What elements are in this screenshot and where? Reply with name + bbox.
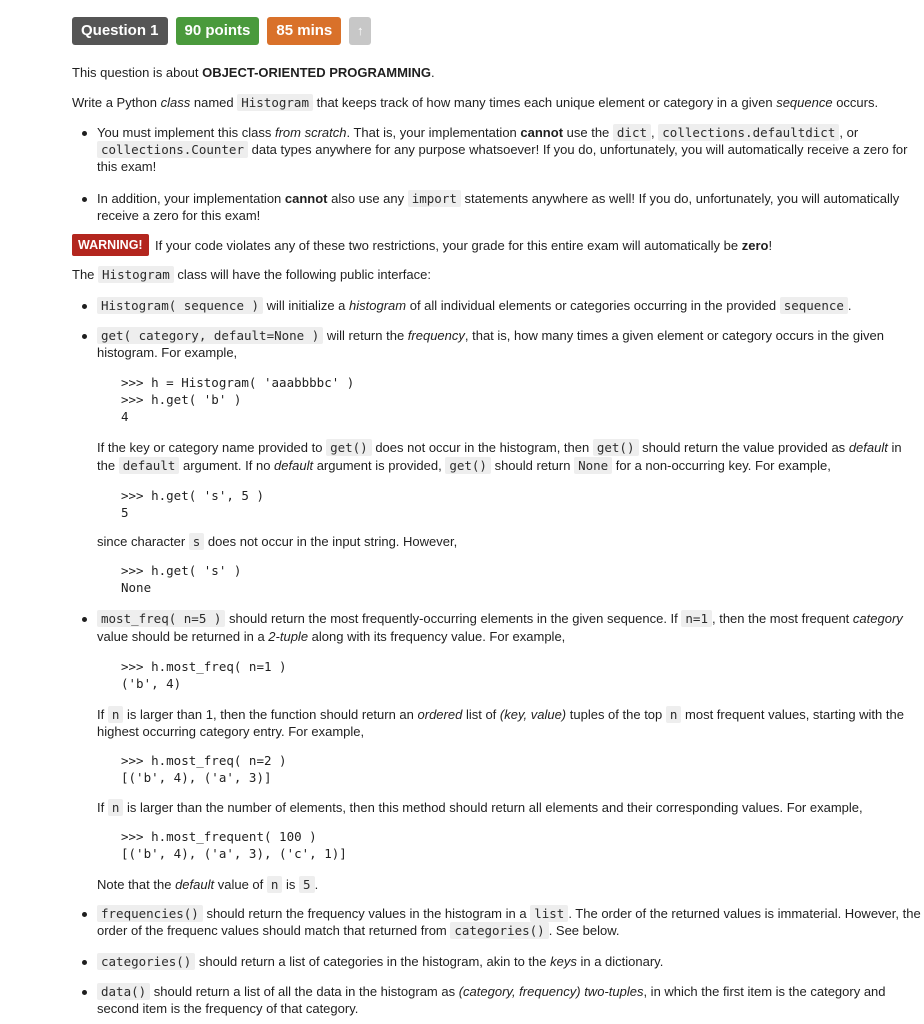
text: this exam! — [97, 159, 157, 174]
code: Histogram — [98, 266, 174, 283]
time-badge: 85 mins — [267, 17, 341, 45]
bullet — [82, 197, 87, 202]
code-example-5: >>> h.most_freq( n=2 ) [('b', 4), ('a', 3)] — [121, 753, 287, 785]
text: keys — [550, 954, 577, 969]
most-freq-line-2 — [97, 628, 565, 645]
text: should return a list of categories in the histogram, akin to the — [195, 954, 551, 969]
bullet — [82, 617, 87, 622]
text: list of — [462, 707, 500, 722]
text: . The order of the returned values is immaterial. However, the — [568, 906, 921, 921]
bullet — [82, 960, 87, 965]
text: zero — [741, 238, 769, 253]
topic-name: OBJECT-ORIENTED PROGRAMMING — [202, 65, 432, 80]
rule-1-line-3 — [97, 158, 156, 175]
code: None — [574, 457, 612, 474]
text: histogram — [349, 298, 407, 313]
code: default — [119, 457, 180, 474]
code: collections.defaultdict — [658, 124, 839, 141]
text: is larger than 1, then the function should return an — [123, 707, 418, 722]
text: argument. If no — [179, 458, 275, 473]
warning-text — [155, 237, 772, 254]
text: receive a zero for this exam! — [97, 208, 261, 223]
text: should return the value provided as — [638, 440, 849, 455]
code: 5 — [299, 876, 315, 893]
text: highest occurring category entry. For example, — [97, 724, 365, 739]
text: along with its frequency value. For example, — [308, 629, 566, 644]
text: in a dictionary. — [576, 954, 664, 969]
bullet — [82, 334, 87, 339]
text: class — [160, 95, 191, 110]
text: You must implement this class — [97, 125, 275, 140]
text: is larger than the number of elements, then this method should return all elements and their corresponding values. For example, — [123, 800, 863, 815]
code: n — [108, 799, 124, 816]
text: histogram. For example, — [97, 345, 238, 360]
text: of all individual elements or categories occurring in the provided — [406, 298, 780, 313]
text: If — [97, 707, 108, 722]
rule-1-line-2 — [97, 141, 908, 158]
code-example-2: >>> h.get( 's', 5 ) 5 — [121, 488, 264, 520]
text: sequence — [776, 95, 833, 110]
text: , then the most frequent — [711, 611, 853, 626]
text: will initialize a — [263, 298, 350, 313]
most-freq-n-line-2 — [97, 723, 364, 740]
text: also use any — [327, 191, 408, 206]
code: get() — [326, 439, 372, 456]
text: ordered — [417, 707, 463, 722]
code: s — [189, 533, 205, 550]
data-line-2 — [97, 1000, 358, 1017]
text: (key, value) — [499, 707, 567, 722]
points-badge: 90 points — [176, 17, 260, 45]
task-description — [72, 94, 878, 111]
text: named — [190, 95, 238, 110]
text: order of the frequenc values should match that returned from — [97, 923, 451, 938]
code: get() — [445, 457, 491, 474]
text: . That is, your implementation — [346, 125, 521, 140]
code: categories() — [97, 953, 195, 970]
text: default — [274, 458, 314, 473]
frequencies-line-1 — [97, 905, 921, 922]
arrow-up-icon[interactable]: ↑ — [349, 17, 371, 45]
code: categories() — [450, 922, 548, 939]
text: in — [887, 440, 902, 455]
text: occurs. — [832, 95, 879, 110]
question-number-badge: Question 1 — [72, 17, 168, 45]
text: Write a Python — [72, 95, 161, 110]
code: n — [267, 876, 283, 893]
get-default-line-2 — [97, 457, 831, 474]
get-description-line-2 — [97, 344, 237, 361]
text: . — [847, 298, 852, 313]
text: , or — [839, 125, 859, 140]
text: cannot — [520, 125, 564, 140]
question-header — [72, 17, 371, 45]
text: In addition, your implementation — [97, 191, 285, 206]
text: If the key or category name provided to — [97, 440, 327, 455]
most-freq-n-line-1 — [97, 706, 904, 723]
bullet — [82, 304, 87, 309]
interface-intro — [72, 266, 431, 283]
text: is — [282, 877, 300, 892]
code: list — [530, 905, 568, 922]
text: frequency — [407, 328, 465, 343]
text: ! — [768, 238, 773, 253]
topic-line — [72, 64, 435, 81]
code: sequence — [780, 297, 848, 314]
text: 2-tuple — [268, 629, 309, 644]
text: the — [97, 458, 119, 473]
text: does not occur in the input string. However, — [204, 534, 458, 549]
code: collections.Counter — [97, 141, 248, 158]
text: that keeps track of how many times each unique element or category in a given — [312, 95, 777, 110]
code: n — [666, 706, 682, 723]
constructor-description — [97, 297, 852, 314]
text: cannot — [284, 191, 328, 206]
bullet — [82, 131, 87, 136]
most-freq-line-1 — [97, 610, 903, 627]
since-line — [97, 533, 457, 550]
text: (category, frequency) two-tuples — [458, 984, 644, 999]
text: use the — [563, 125, 613, 140]
text: The — [72, 267, 99, 282]
code: import — [408, 190, 461, 207]
text: . — [314, 877, 319, 892]
text: value should be returned in a — [97, 629, 269, 644]
text: will return the — [323, 328, 408, 343]
text: , in which the first item is the category and — [643, 984, 886, 999]
text: data types anywhere for any purpose whatsoever! If you do, unfortunately, you will automatically receive a zero for — [248, 142, 908, 157]
code-example-6: >>> h.most_frequent( 100 ) [('b', 4), ('a', 3), ('c', 1)] — [121, 829, 347, 861]
text: value of — [214, 877, 267, 892]
code: n=1 — [681, 610, 712, 627]
text: should return — [490, 458, 575, 473]
text: . See below. — [548, 923, 620, 938]
code: data() — [97, 983, 150, 1000]
warning-label: WARNING! — [72, 234, 149, 256]
code: frequencies() — [97, 905, 203, 922]
get-default-line-1 — [97, 439, 902, 456]
code: get() — [593, 439, 639, 456]
code-example-1: >>> h = Histogram( 'aaabbbbc' ) >>> h.get( 'b' ) 4 — [121, 375, 355, 424]
default-note — [97, 876, 318, 893]
rule-2-line-1 — [97, 190, 899, 207]
text: should return a list of all the data in the histogram as — [150, 984, 459, 999]
text: If your code violates any of these two restrictions, your grade for this entire exam will automatically be — [155, 238, 742, 253]
code: get( category, default=None ) — [97, 327, 323, 344]
text: statements anywhere as well! If you do, unfortunately, you will automatically — [460, 191, 900, 206]
text: should return the frequency values in the histogram in a — [202, 906, 531, 921]
code: most_freq( n=5 ) — [97, 610, 225, 627]
code-example-3: >>> h.get( 's' ) None — [121, 563, 242, 595]
text: , — [651, 125, 655, 140]
text: . — [431, 65, 435, 80]
bullet — [82, 912, 87, 917]
frequencies-line-2 — [97, 922, 620, 939]
text: does not occur in the histogram, then — [371, 440, 593, 455]
code: n — [108, 706, 124, 723]
data-line-1 — [97, 983, 886, 1000]
text: If — [97, 800, 108, 815]
rule-1-line-1 — [97, 124, 858, 141]
text: default — [848, 440, 888, 455]
rule-2-line-2 — [97, 207, 260, 224]
text: for a non-occurring key. For example, — [612, 458, 831, 473]
text: category — [852, 611, 903, 626]
code-example-4: >>> h.most_freq( n=1 ) ('b', 4) — [121, 659, 287, 691]
text: class will have the following public interface: — [173, 267, 431, 282]
code: dict — [613, 124, 651, 141]
text: second item is the frequency of that category. — [97, 1001, 359, 1016]
most-freq-large-n — [97, 799, 863, 816]
text: should return the most frequently-occurring elements in the given sequence. If — [225, 611, 682, 626]
text: Note that the — [97, 877, 176, 892]
bullet — [82, 990, 87, 995]
text: since character — [97, 534, 189, 549]
text: from scratch — [274, 125, 347, 140]
get-description-line-1 — [97, 327, 884, 344]
text: tuples of the top — [566, 707, 666, 722]
text: most frequent values, starting with the — [681, 707, 904, 722]
categories-description — [97, 953, 663, 970]
code: Histogram — [237, 94, 313, 111]
text: , that is, how many times a given element or category occurs in the given — [464, 328, 884, 343]
code: Histogram( sequence ) — [97, 297, 263, 314]
text: default — [175, 877, 215, 892]
text: This question is about — [72, 65, 203, 80]
text: argument is provided, — [313, 458, 446, 473]
